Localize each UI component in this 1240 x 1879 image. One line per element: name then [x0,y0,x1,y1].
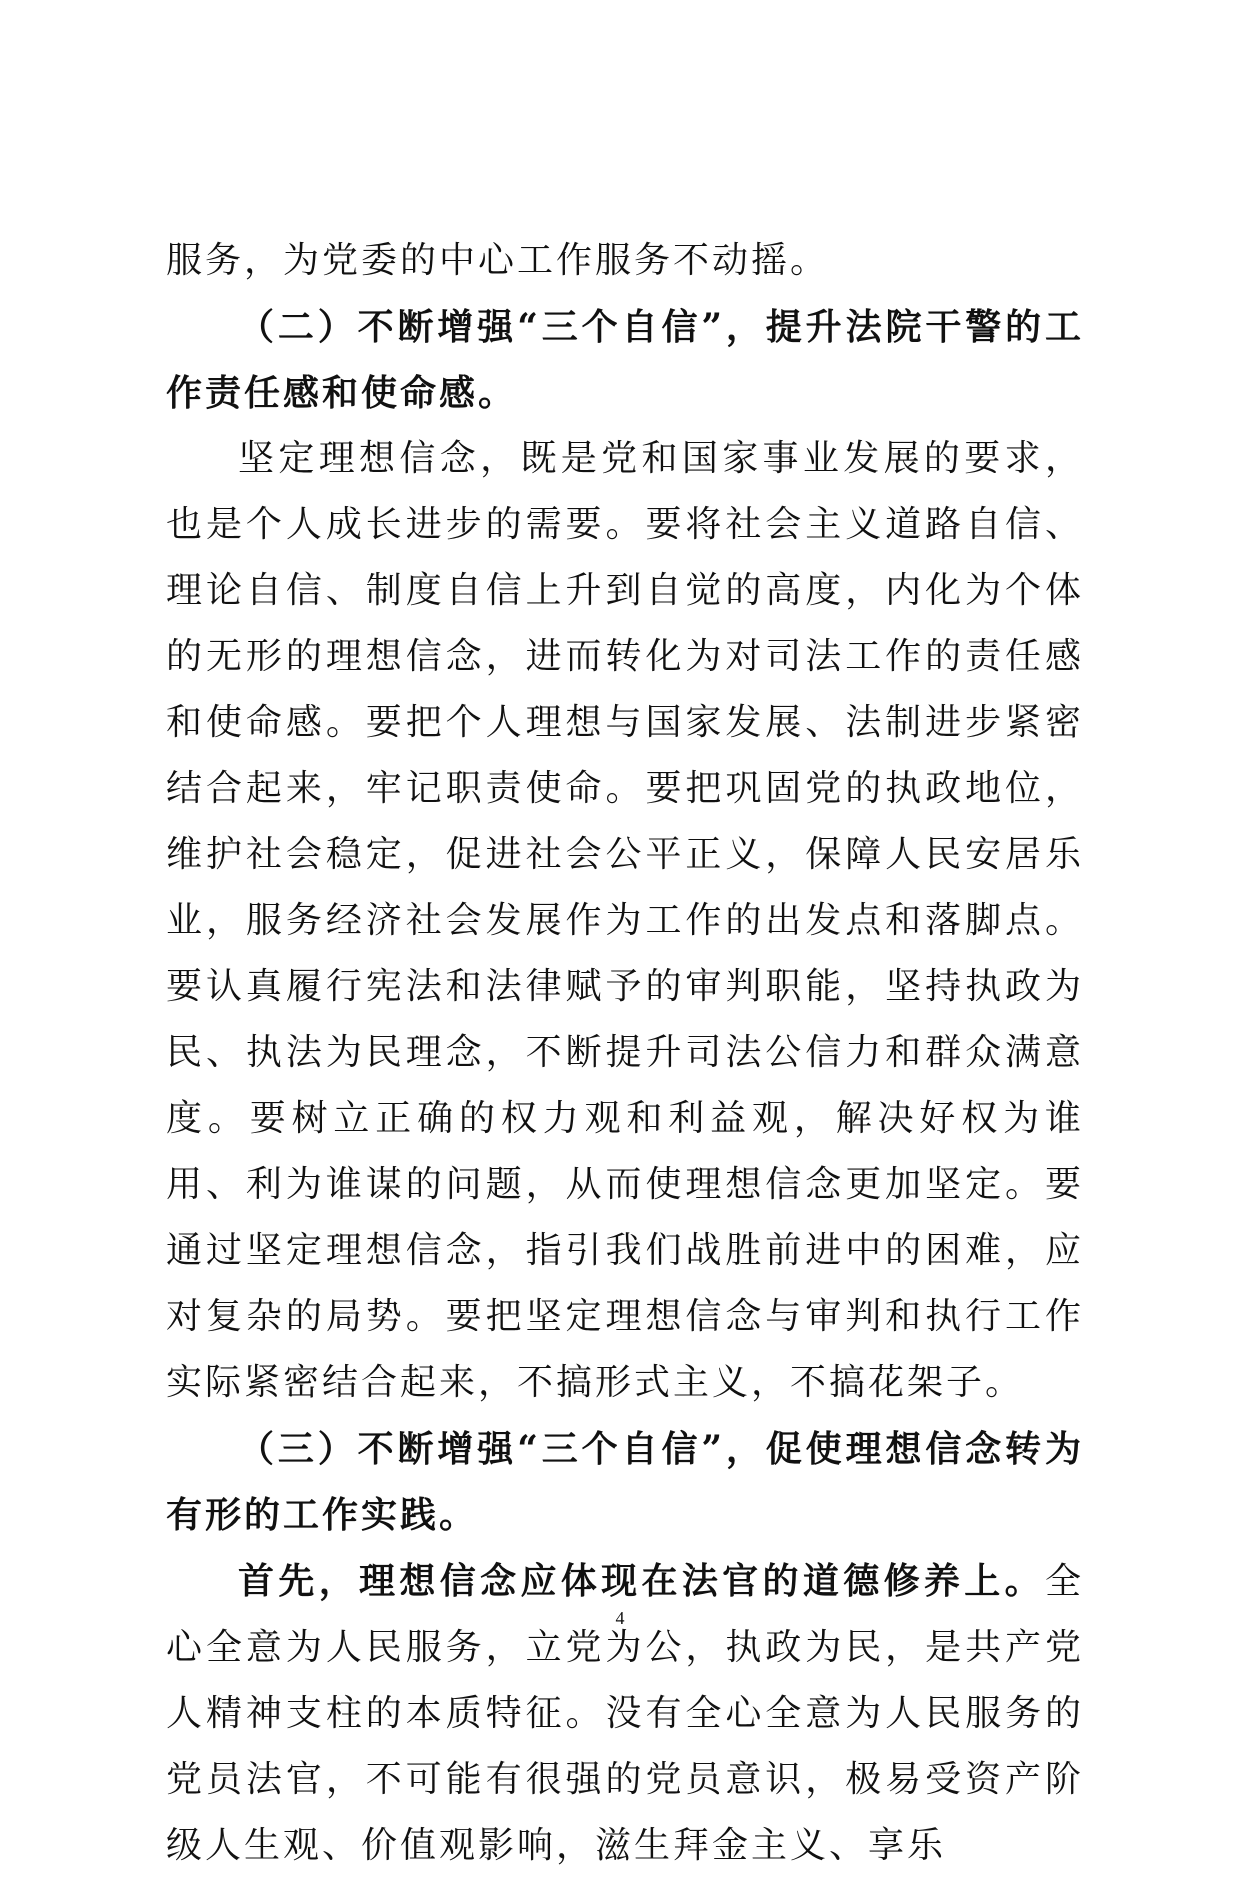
body-paragraph-ideals: 坚定理想信念，既是党和国家事业发展的要求，也是个人成长进步的需要。要将社会主义道路自信、理论自信、制度自信上升到自觉的高度，内化为个体的无形的理想信念，进而转化为对司法工作的责任感和使命感。要把个人理想与国家发展、法制进步紧密结合起来，牢记职责使命。要把巩固党的执政地位，维护社会稳定，促进社会公平正义，保障人民安居乐业，服务经济社会发展作为工作的出发点和落脚点。要认真履行宪法和法律赋予的审判职能，坚持执政为民、执法为民理念，不断提升司法公信力和群众满意度。要树立正确的权力观和利益观，解决好权为谁用、利为谁谋的问题，从而使理想信念更加坚定。要通过坚定理想信念，指引我们战胜前进中的困难，应对复杂的局势。要把坚定理想信念与审判和执行工作实际紧密结合起来，不搞形式主义，不搞花架子。 [166,438,1084,1403]
paragraph-lead-sentence: 首先，理想信念应体现在法官的道德修养上。 [238,1560,1045,1602]
section-heading-2: （二）不断增强“三个自信”，提升法院干警的工作责任感和使命感。 [166,306,1084,414]
body-paragraph-continuation: 服务，为党委的中心工作服务不动摇。 [166,240,830,281]
document-body [166,228,1084,1879]
section-heading-3: （三）不断增强“三个自信”，促使理想信念转为有形的工作实践。 [166,1428,1084,1536]
body-paragraph-moral-cultivation [166,1548,1084,1879]
paragraph-body-text: 全心全意为人民服务，立党为公，执政为民，是共产党人精神支柱的本质特征。没有全心全意为人民服务的党员法官，不可能有很强的党员意识，极易受资产阶级人生观、价值观影响，滋生拜金主义、享乐 [166,1561,1084,1866]
page-number: 4 [615,1608,625,1628]
